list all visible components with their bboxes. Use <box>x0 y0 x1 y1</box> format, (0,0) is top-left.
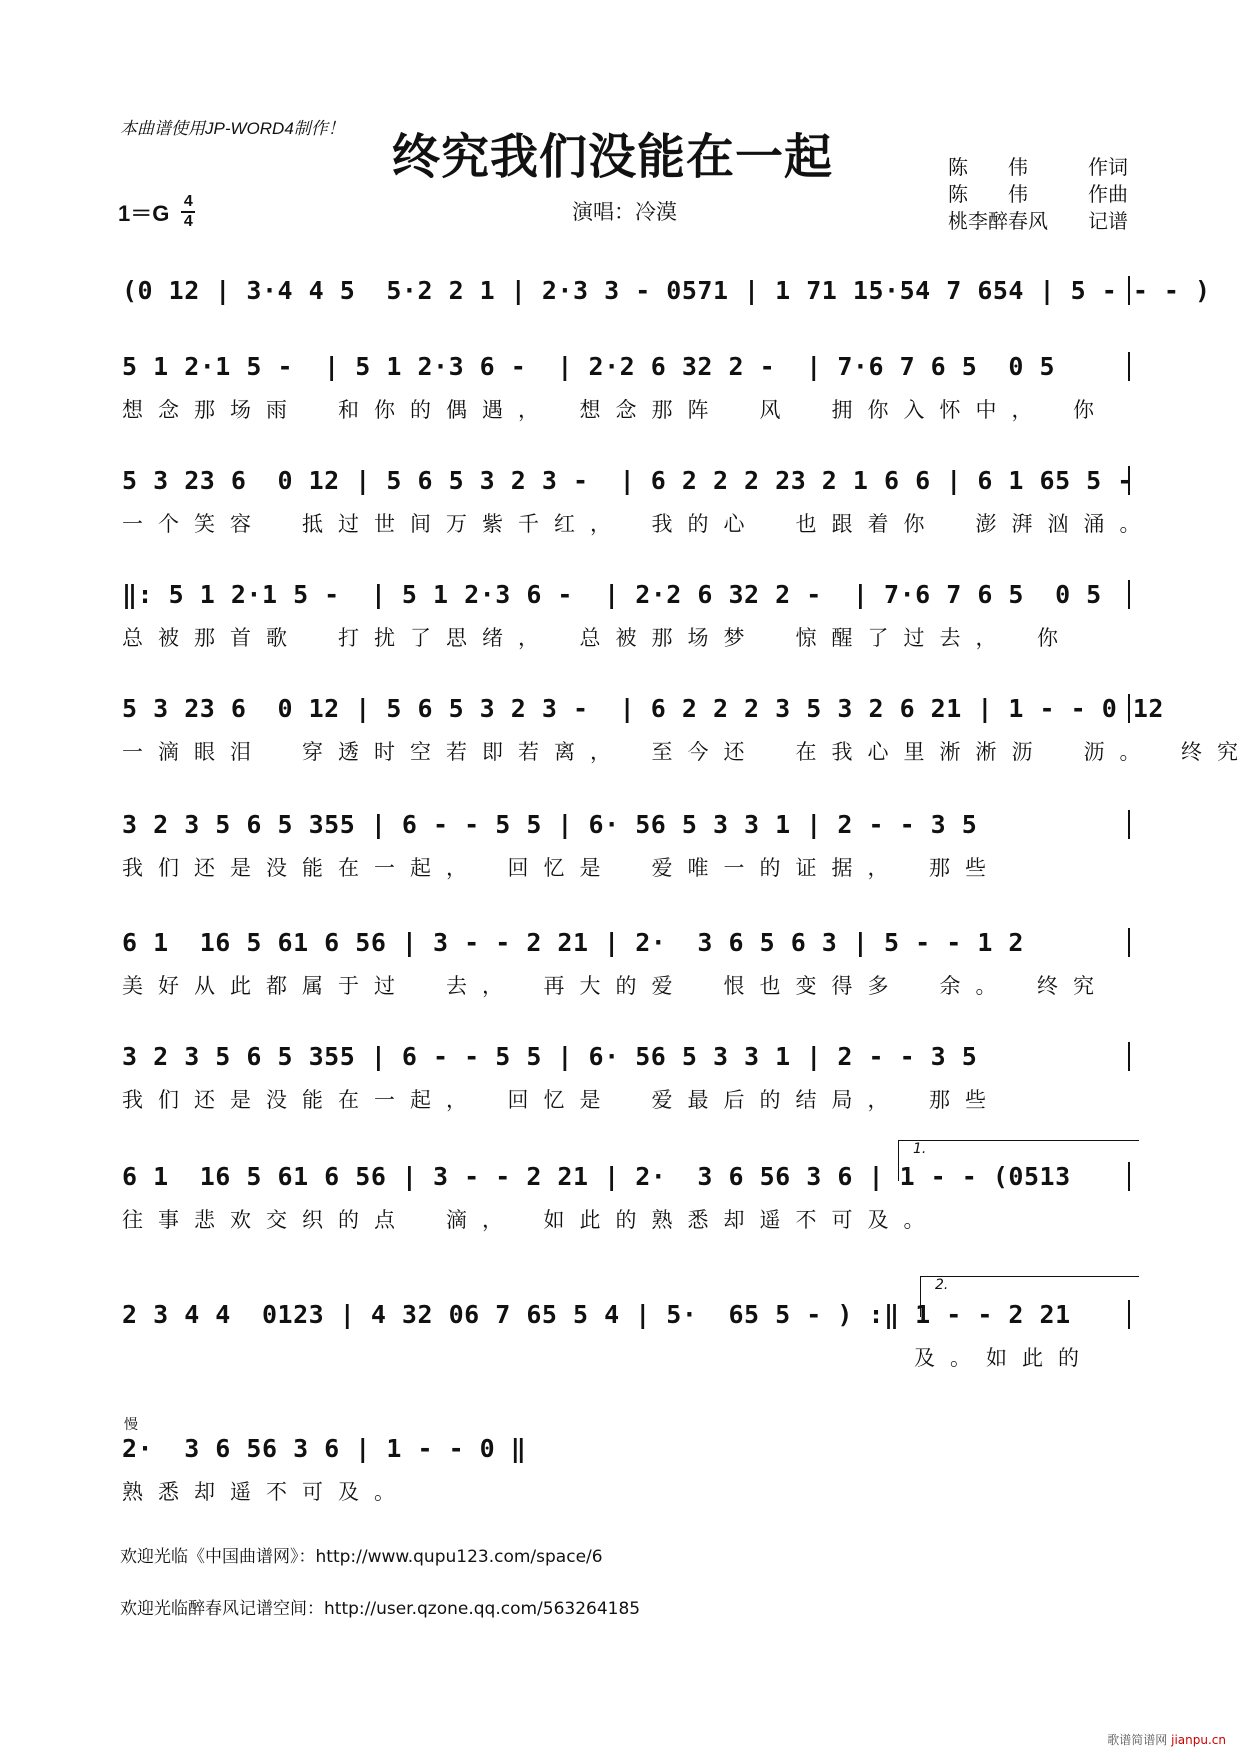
transcriber-row <box>948 208 1128 235</box>
transcriber-name: 桃李醉春风 <box>948 209 1048 233</box>
footer-link-qzone[interactable]: 欢迎光临醉春风记谱空间：http://user.qzone.qq.com/563264185 <box>120 1599 641 1619</box>
lyric-line-2: 想念那场雨 和你的偶遇， 想念那阵 风 拥你入怀中， 你 <box>122 398 1109 422</box>
notation-line-8: 3 2 3 5 6 5 355 | 6 - - 5 5 | 6· 56 5 3 3 1 | 2 - - 3 5 <box>122 1042 1130 1071</box>
notation-line-7: 6 1 16 5 61 6 56 | 3 - - 2 21 | 2· 3 6 5 6 3 | 5 - - 1 2 <box>122 928 1130 957</box>
lyric-line-3: 一个笑容 抵过世间万紫千红， 我的心 也跟着你 澎湃汹涌。 <box>122 512 1156 536</box>
volta-second-ending: 2. <box>920 1276 1139 1317</box>
notation-line-10: 2 3 4 4 0123 | 4 32 06 7 65 5 4 | 5· 65 5 - ) :‖ 1 - - 2 21 <box>122 1300 1130 1329</box>
composer-name: 陈 伟 <box>948 182 1028 206</box>
composer-row <box>948 181 1128 208</box>
lyricist-role: 作词 <box>1088 155 1128 179</box>
watermark <box>1107 1731 1226 1748</box>
volta-first-ending: 1. <box>898 1140 1139 1181</box>
time-signature-bottom: 4 <box>183 213 193 230</box>
time-signature <box>181 194 195 230</box>
watermark-text: 歌谱简谱网 <box>1107 1733 1168 1747</box>
key-signature <box>118 194 195 230</box>
software-credit: 本曲谱使用JP-WORD4制作！ <box>120 119 345 138</box>
lyric-line-9: 往事悲欢交织的点 滴， 如此的熟悉却遥不可及。 <box>122 1208 940 1232</box>
composer-role: 作曲 <box>1088 182 1128 206</box>
notation-line-3: 5 3 23 6 0 12 | 5 6 5 3 2 3 - | 6 2 2 2 23 2 1 6 6 | 6 1 65 5 - <box>122 466 1133 495</box>
lyricist-row <box>948 154 1128 181</box>
notation-line-11: 2· 3 6 56 3 6 | 1 - - 0 ‖ <box>122 1434 527 1463</box>
lyric-line-6: 我们还是没能在一起， 回忆是 爱唯一的证据， 那些 <box>122 856 1001 880</box>
authors-block <box>948 154 1128 235</box>
transcriber-role: 记谱 <box>1088 209 1128 233</box>
key-label: 1＝G <box>118 200 170 226</box>
notation-line-4: ‖: 5 1 2·1 5 - | 5 1 2·3 6 - | 2·2 6 32 2 - | 7·6 7 6 5 0 5 <box>122 580 1130 609</box>
tempo-mark: 慢 <box>124 1417 138 1433</box>
notation-line-1: (0 12 | 3·4 4 5 5·2 2 1 | 2·3 3 - 0571 | 1 71 15·54 7 654 | 5 - - - ) <box>122 276 1211 305</box>
lyricist-name: 陈 伟 <box>948 155 1028 179</box>
lyric-line-8: 我们还是没能在一起， 回忆是 爱最后的结局， 那些 <box>122 1088 1001 1112</box>
song-title: 终究我们没能在一起 <box>392 129 834 185</box>
lyric-line-11: 熟悉却遥不可及。 <box>122 1480 410 1504</box>
notation-line-5: 5 3 23 6 0 12 | 5 6 5 3 2 3 - | 6 2 2 2 3 5 3 2 6 21 | 1 - - 0 12 <box>122 694 1164 723</box>
lyric-line-7: 美好从此都属于过 去， 再大的爱 恨也变得多 余。 终究 <box>122 974 1109 998</box>
notation-line-6: 3 2 3 5 6 5 355 | 6 - - 5 5 | 6· 56 5 3 3 1 | 2 - - 3 5 <box>122 810 1130 839</box>
watermark-domain: jianpu.cn <box>1171 1733 1226 1747</box>
time-signature-top: 4 <box>183 193 193 210</box>
singer-label: 演唱：冷漠 <box>572 200 677 224</box>
lyric-line-10: 及。如此的 <box>122 1346 1094 1370</box>
lyric-line-5: 一滴眼泪 穿透时空若即若离， 至今还 在我心里淅淅沥 沥。 终究 <box>122 740 1253 764</box>
lyric-line-4: 总被那首歌 打扰了思绪， 总被那场梦 惊醒了过去， 你 <box>122 626 1073 650</box>
notation-line-2: 5 1 2·1 5 - | 5 1 2·3 6 - | 2·2 6 32 2 - | 7·6 7 6 5 0 5 <box>122 352 1130 381</box>
notation-line-9: 6 1 16 5 61 6 56 | 3 - - 2 21 | 2· 3 6 56 3 6 | 1 - - (0513 <box>122 1162 1130 1191</box>
footer-link-qupu[interactable]: 欢迎光临《中国曲谱网》：http://www.qupu123.com/space/6 <box>120 1547 603 1567</box>
